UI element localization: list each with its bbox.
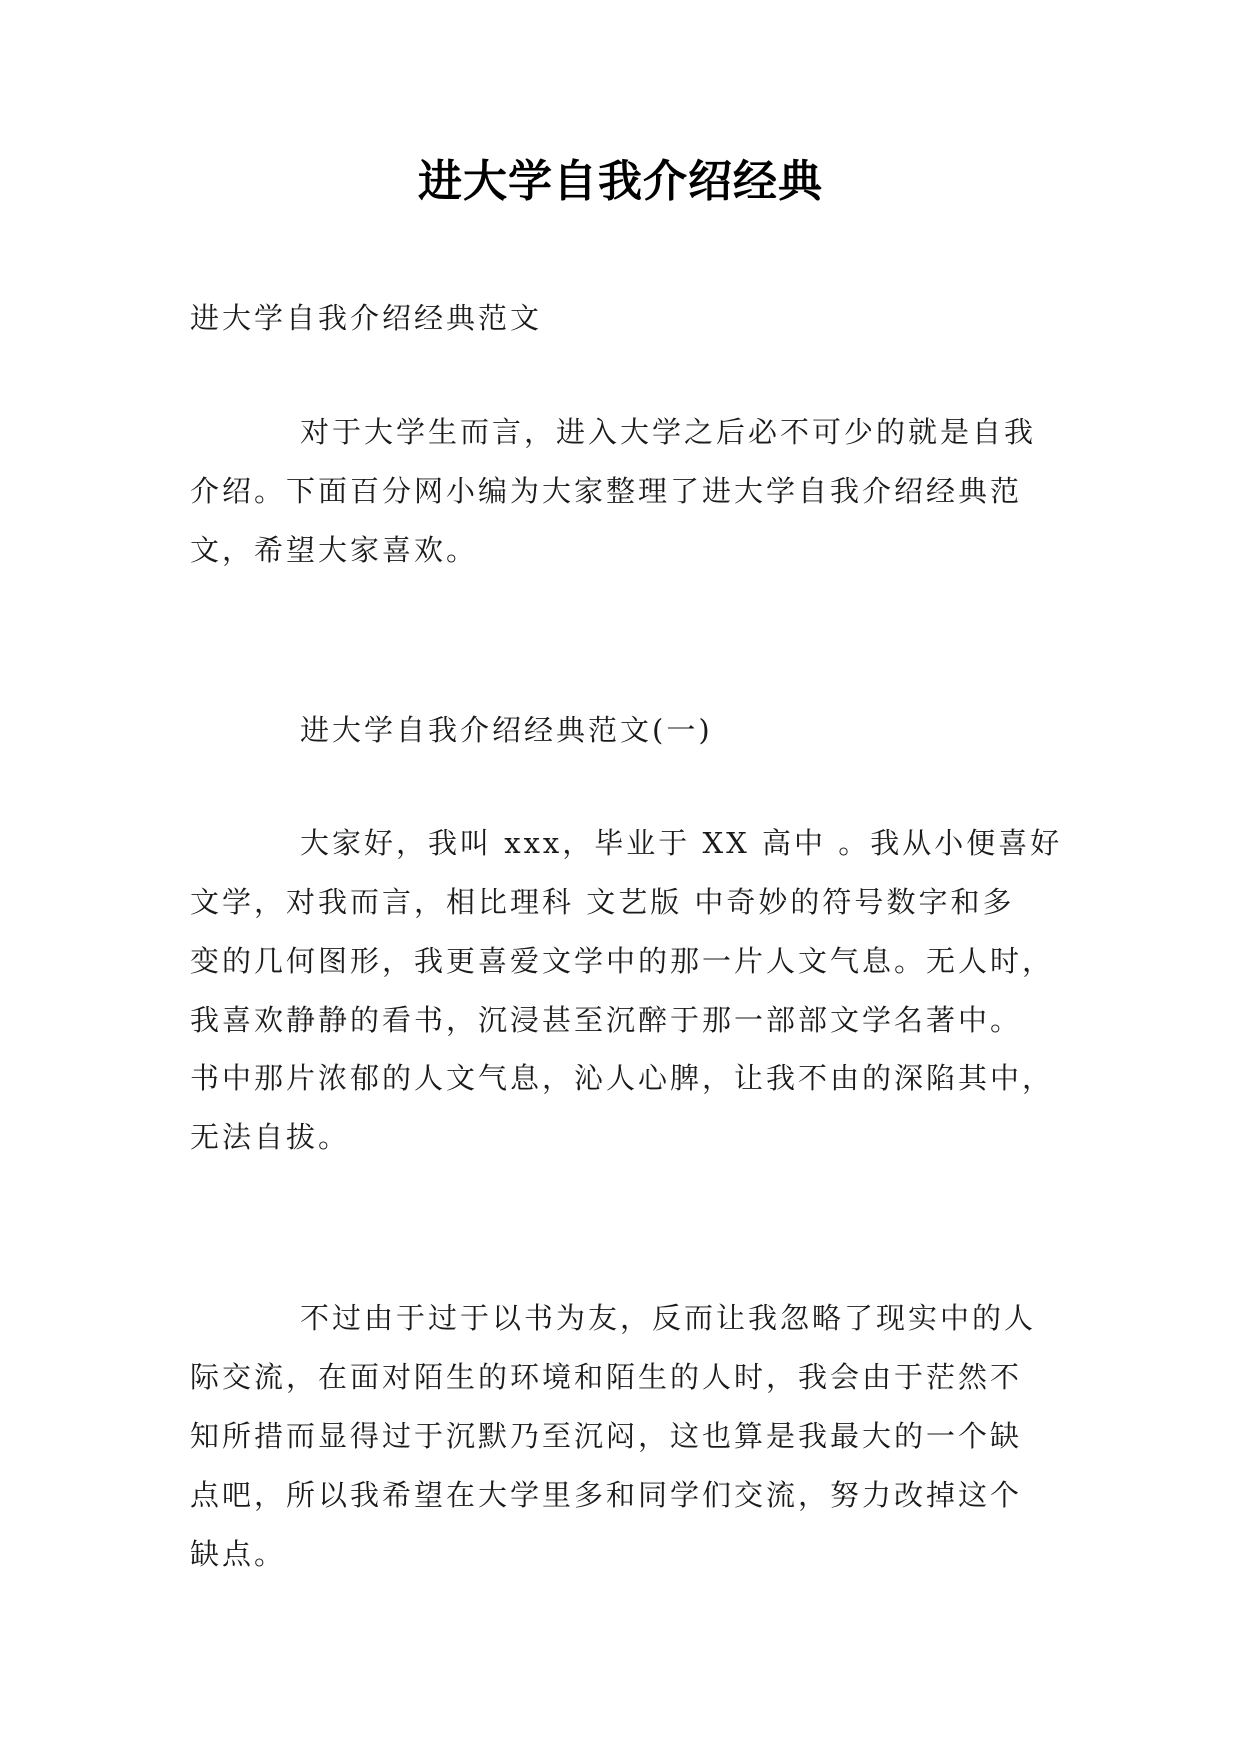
- intro-line: 对于大学生而言，进入大学之后必不可少的就是自我: [300, 415, 1037, 449]
- paragraph-1-line: 我喜欢静静的看书，沉浸甚至沉醉于那一部部文学名著中。: [190, 1003, 1023, 1037]
- intro-line: 文，希望大家喜欢。: [190, 533, 479, 567]
- paragraph-2-line: 点吧，所以我希望在大学里多和同学们交流，努力改掉这个: [190, 1478, 1023, 1512]
- document-title: 进大学自我介绍经典: [418, 156, 823, 207]
- paragraph-2-line: 不过由于过于以书为友，反而让我忽略了现实中的人: [300, 1301, 1037, 1335]
- paragraph-1-line: 书中那片浓郁的人文气息，沁人心脾，让我不由的深陷其中，: [190, 1061, 1055, 1095]
- intro-line: 介绍。下面百分网小编为大家整理了进大学自我介绍经典范: [190, 474, 1023, 508]
- paragraph-1-line: 无法自拔。: [190, 1120, 351, 1154]
- section-heading: 进大学自我介绍经典范文(一): [300, 713, 713, 747]
- paragraph-2-line: 缺点。: [190, 1537, 287, 1571]
- paragraph-1-line: 变的几何图形，我更喜爱文学中的那一片人文气息。无人时，: [190, 944, 1055, 978]
- paragraph-2-line: 知所措而显得过于沉默乃至沉闷，这也算是我最大的一个缺: [190, 1419, 1023, 1453]
- paragraph-1-line: 文学，对我而言，相比理科 文艺版 中奇妙的符号数字和多: [190, 885, 1015, 919]
- document-subtitle: 进大学自我介绍经典范文: [190, 301, 543, 335]
- paragraph-2-line: 际交流，在面对陌生的环境和陌生的人时，我会由于茫然不: [190, 1360, 1023, 1394]
- paragraph-1-line: 大家好，我叫 xxx，毕业于 XX 高中 。我从小便喜好: [300, 826, 1063, 860]
